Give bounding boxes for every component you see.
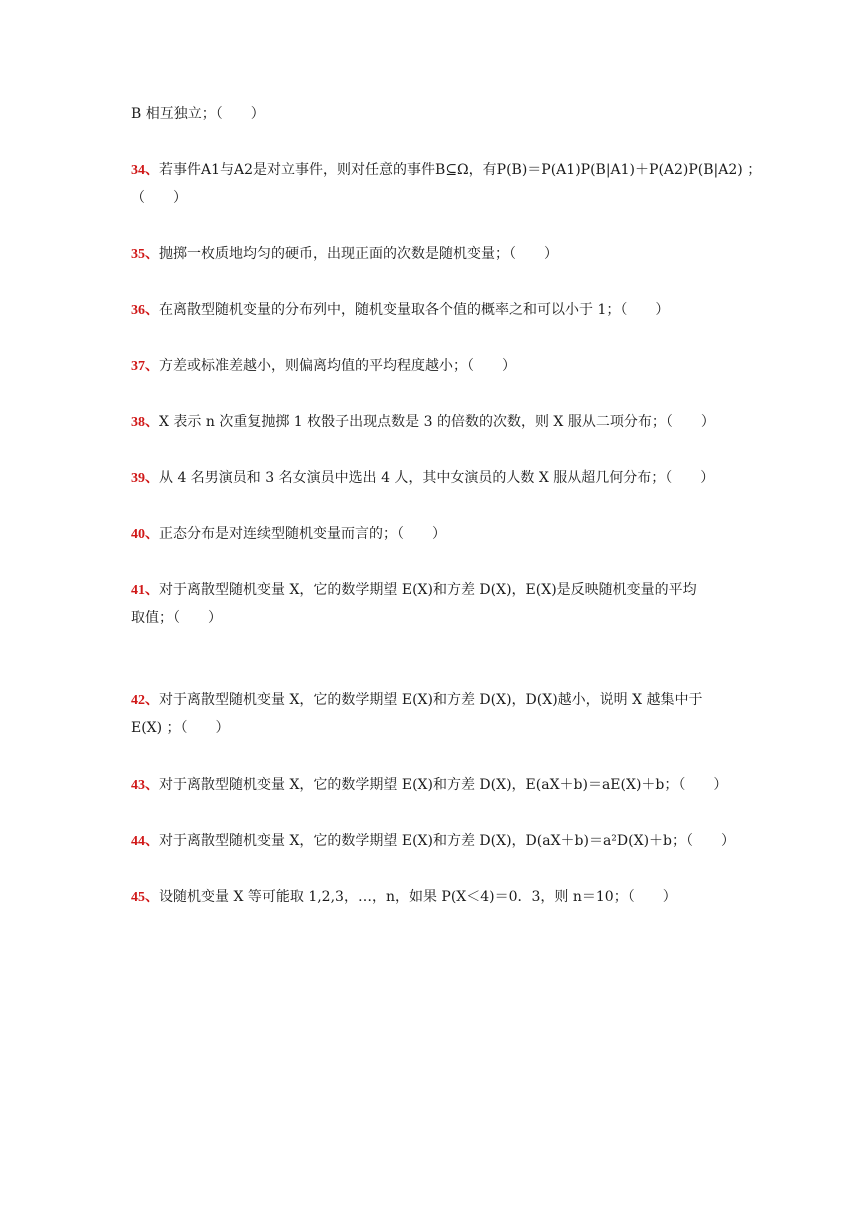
question-37 [131,355,760,378]
item-number: 42、 [131,693,159,708]
item-text: 从 4 名男演员和 3 名女演员中选出 4 人，其中女演员的人数 X 服从超几何分布；（ ） [159,470,715,486]
item-number: 36、 [131,303,159,318]
item-number: 40、 [131,527,159,542]
item-text: 对于离散型随机变量 X，它的数学期望 E(X)和方差 D(X)，D(aX＋b)＝a²D(X)＋b；（ ） [159,833,736,849]
item-number: 38、 [131,415,159,430]
item-text: 对于离散型随机变量 X，它的数学期望 E(X)和方差 D(X)，E(X)是反映随机变量的平均 [159,582,697,598]
item-text: 设随机变量 X 等可能取 1,2,3，…，n，如果 P(X＜4)＝0．3，则 n＝10；（ ） [159,889,677,905]
question-35 [131,243,760,266]
question-41-continuation [131,607,760,630]
question-45 [131,886,760,909]
item-text: 正态分布是对连续型随机变量而言的；（ ） [159,526,446,542]
item-number: 41、 [131,583,159,598]
question-34-continuation [131,187,760,210]
item-number: 45、 [131,890,159,905]
question-43 [131,774,760,797]
question-36 [131,299,760,322]
question-33-continuation [131,103,760,126]
item-text: （ ） [131,190,187,206]
question-39 [131,467,760,490]
item-text: 若事件A1与A2是对立事件，则对任意的事件B⊆Ω，有P(B)＝P(A1)P(B|A1)＋P(A2)P(B|A2) ； [159,162,762,178]
question-34 [131,159,760,182]
item-number: 35、 [131,247,159,262]
item-text: 抛掷一枚质地均匀的硬币，出现正面的次数是随机变量；（ ） [159,246,558,262]
item-number: 44、 [131,834,159,849]
item-text: 对于离散型随机变量 X，它的数学期望 E(X)和方差 D(X)，E(aX＋b)＝aE(X)＋b；（ ） [159,777,728,793]
item-text: B 相互独立；（ ） [131,106,265,122]
item-text: 对于离散型随机变量 X，它的数学期望 E(X)和方差 D(X)，D(X)越小，说明 X 越集中于 [159,692,703,708]
question-42 [131,689,760,712]
item-number: 34、 [131,163,159,178]
item-text: X 表示 n 次重复抛掷 1 枚骰子出现点数是 3 的倍数的次数，则 X 服从二项分布；（ ） [159,414,715,430]
question-44 [131,830,760,853]
question-40 [131,523,760,546]
question-42-continuation [131,717,760,740]
item-text: 方差或标准差越小，则偏离均值的平均程度越小；（ ） [159,358,516,374]
question-38 [131,411,760,434]
item-number: 43、 [131,778,159,793]
question-41 [131,579,760,602]
item-number: 39、 [131,471,159,486]
item-text: 取值；（ ） [131,610,222,626]
item-text: 在离散型随机变量的分布列中，随机变量取各个值的概率之和可以小于 1；（ ） [159,302,670,318]
item-number: 37、 [131,359,159,374]
item-text: E(X) ；（ ） [131,720,230,736]
